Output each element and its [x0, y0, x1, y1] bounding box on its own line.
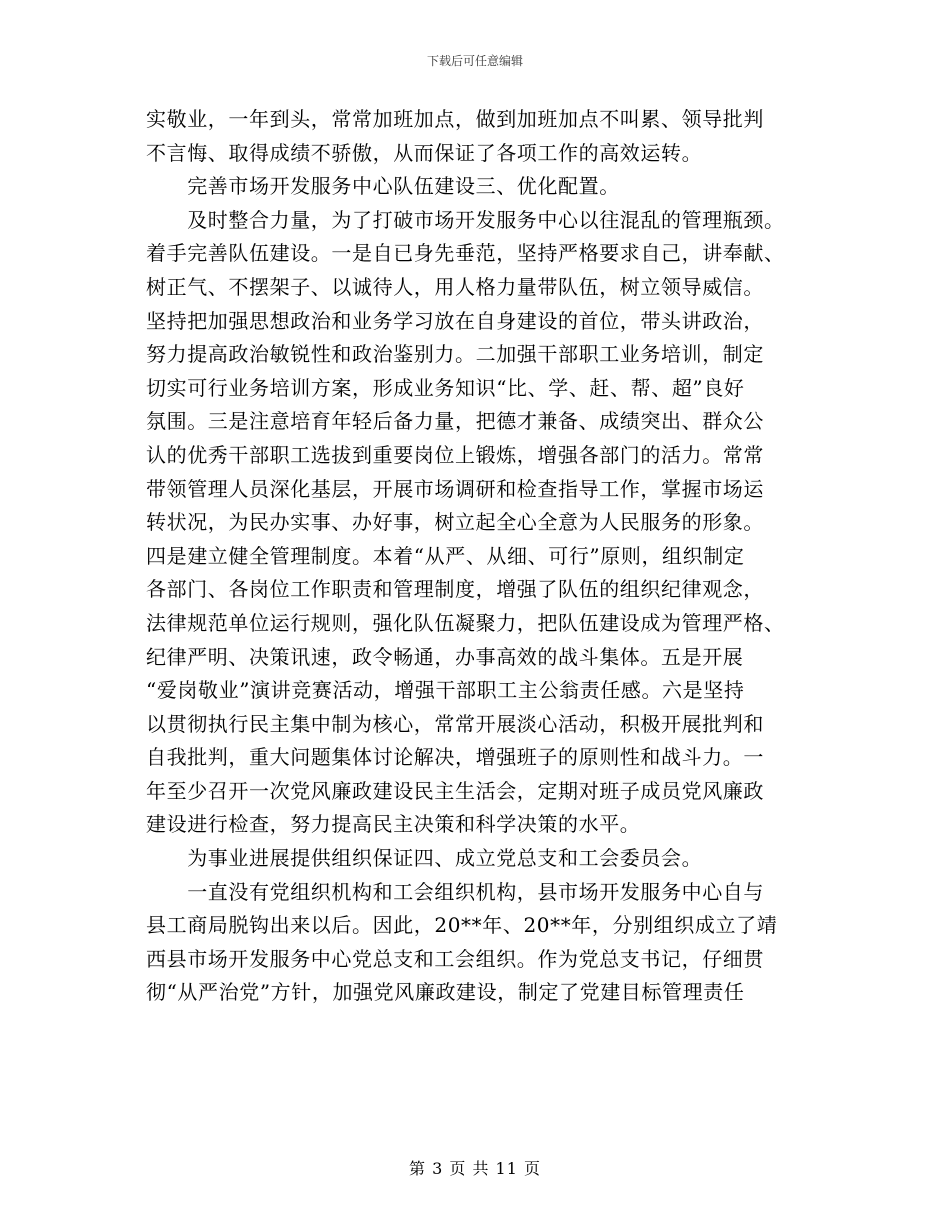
text-line: 自我批判，重大问题集体讨论解决，增强班子的原则性和战斗力。一 [146, 745, 764, 770]
text-line: 氛围。三是注意培育年轻后备力量，把德才兼备、成绩突出、群众公 [146, 409, 764, 434]
text-line: 建设进行检查，努力提高民主决策和科学决策的水平。 [146, 812, 641, 837]
text-line: 以贯彻执行民主集中制为核心，常常开展淡心活动，积极开展批判和 [146, 711, 764, 736]
document-body [146, 103, 806, 1010]
text-line: 带领管理人员深化基层，开展市场调研和检查指导工作，掌握市场运 [146, 476, 764, 501]
text-line: 及时整合力量，为了打破市场开发服务中心以往混乱的管理瓶颈。 [146, 207, 785, 232]
text-line: 转状况，为民办实事、办好事，树立起全心全意为人民服务的形象。 [146, 510, 764, 535]
text-line: 着手完善队伍建设。一是自已身先垂范，坚持严格要求自己，讲奉献、 [146, 241, 785, 266]
text-line: 实敬业，一年到头，常常加班加点，做到加班加点不叫累、领导批判 [146, 107, 764, 131]
text-line: 切实可行业务培训方案，形成业务知识“比、学、赶、帮、超”良好 [146, 375, 745, 400]
text-line: “爱岗敬业”演讲竞赛活动，增强干部职工主公翁责任感。六是坚持 [146, 678, 745, 703]
page-footer: 第 3 页 共 11 页 [409, 1159, 541, 1178]
text-line: 努力提高政治敏锐性和政治鉴别力。二加强干部职工业务培训，制定 [146, 342, 764, 367]
text-line: 纪律严明、决策讯速，政令畅通，办事高效的战斗集体。五是开展 [146, 644, 744, 669]
text-line: 树正气、不摆架子、以诚待人，用人格力量带队伍，树立领导威信。 [146, 274, 764, 299]
text-line: 不言悔、取得成绩不骄傲，从而保证了各项工作的高效运转。 [146, 140, 703, 165]
text-line: 年至少召开一次党风廉政建设民主生活会，定期对班子成员党风廉政 [146, 778, 764, 803]
text-line: 彻“从严治党”方针，加强党风廉政建设，制定了党建目标管理责任 [146, 980, 745, 1005]
text-line: 为事业进展提供组织保证四、成立党总支和工会委员会。 [146, 846, 703, 871]
page-header: 下载后可任意编辑 [426, 54, 523, 68]
text-line: 各部门、各岗位工作职责和管理制度，增强了队伍的组织纪律观念， [146, 577, 764, 602]
text-line: 坚持把加强思想政治和业务学习放在自身建设的首位，带头讲政治， [146, 308, 764, 333]
text-line: 西县市场开发服务中心党总支和工会组织。作为党总支书记，仔细贯 [146, 946, 764, 971]
text-line: 法律规范单位运行规则，强化队伍凝聚力，把队伍建设成为管理严格、 [146, 610, 785, 635]
text-line: 一直没有党组织机构和工会组织机构，县市场开发服务中心自与 [146, 879, 764, 904]
text-line: 县工商局脱钩出来以后。因此，20**年、20**年，分别组织成立了靖 [146, 913, 778, 938]
text-line: 四是建立健全管理制度。本着“从严、从细、可行”原则，组织制定 [146, 543, 745, 568]
text-line: 完善市场开发服务中心队伍建设三、优化配置。 [146, 174, 620, 199]
text-line: 认的优秀干部职工选拔到重要岗位上锻炼，增强各部门的活力。常常 [146, 442, 764, 467]
